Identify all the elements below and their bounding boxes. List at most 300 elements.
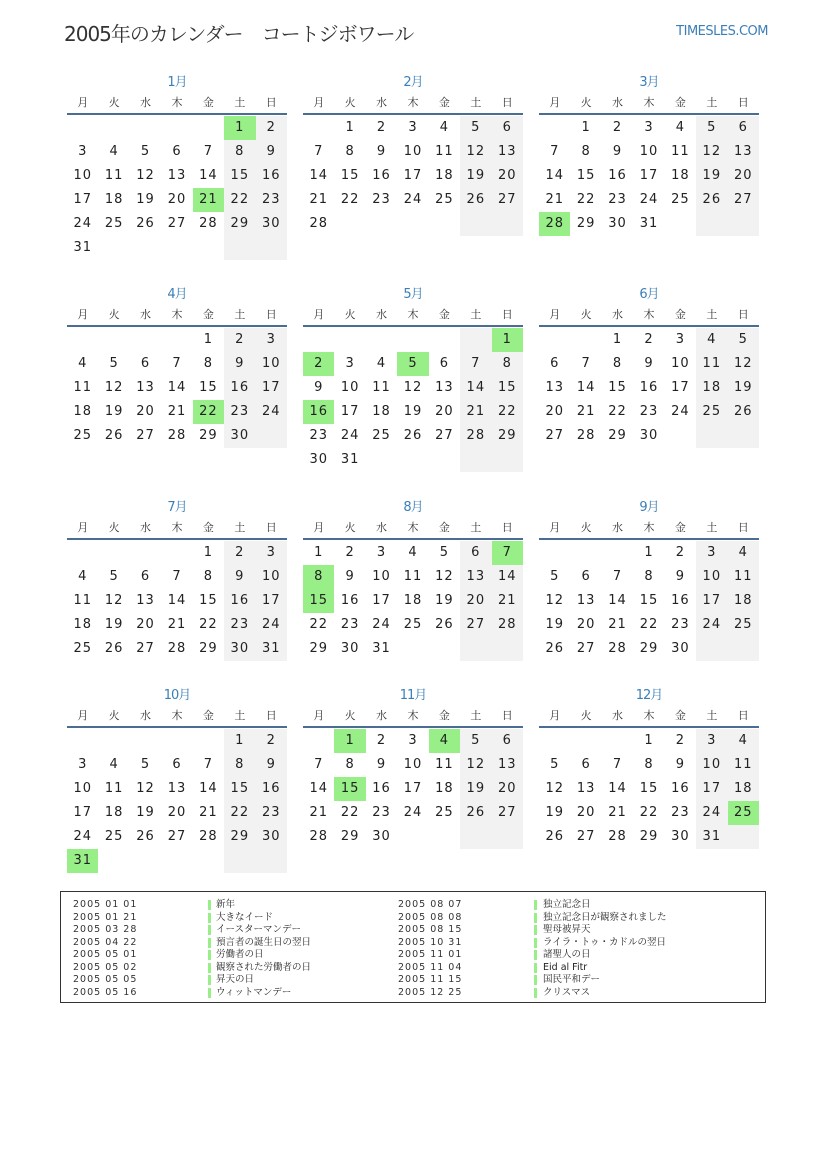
day-cell[interactable]: 31 [696, 825, 727, 849]
day-cell[interactable]: 28 [167, 428, 187, 443]
day-cell[interactable]: 24 [403, 192, 423, 207]
day-cell[interactable]: 6 [439, 356, 450, 371]
day-cell[interactable]: 7 [612, 569, 623, 584]
day-cell[interactable]: 4 [696, 328, 727, 352]
day-cell[interactable]: 2 [224, 328, 255, 352]
day-cell[interactable]: 3 [78, 144, 88, 159]
day-cell[interactable]: 24 [73, 216, 92, 231]
day-cell[interactable]: 7 [314, 144, 324, 159]
day-cell[interactable]: 9 [675, 569, 686, 584]
day-cell[interactable]: 11 [73, 593, 92, 608]
day-cell[interactable]: 8 [345, 757, 355, 772]
day-cell[interactable]: 24 [73, 829, 92, 844]
day-cell[interactable]: 29 [224, 825, 255, 849]
day-cell[interactable]: 10 [696, 753, 727, 777]
day-cell[interactable]: 13 [435, 380, 454, 395]
day-cell[interactable]: 29 [199, 641, 218, 656]
day-cell[interactable]: 5 [460, 729, 491, 753]
day-cell[interactable]: 13 [728, 140, 759, 164]
day-cell[interactable]: 26 [403, 428, 423, 443]
day-cell[interactable]: 23 [671, 617, 690, 632]
day-cell[interactable]: 20 [167, 192, 187, 207]
day-cell[interactable]: 8 [644, 569, 654, 584]
day-cell[interactable]: 16 [372, 781, 391, 796]
day-cell[interactable]: 19 [104, 404, 124, 419]
day-cell[interactable]: 14 [309, 781, 328, 796]
day-cell[interactable]: 16 [639, 380, 659, 395]
day-cell[interactable]: 15 [639, 781, 659, 796]
day-cell[interactable]: 12 [460, 753, 491, 777]
day-cell[interactable]: 8 [492, 352, 523, 376]
day-cell[interactable]: 12 [728, 352, 759, 376]
day-cell[interactable]: 26 [104, 641, 124, 656]
day-cell[interactable]: 2 [376, 120, 387, 135]
day-cell[interactable]: 6 [140, 356, 151, 371]
day-cell[interactable]: 28 [608, 641, 627, 656]
day-cell[interactable]: 23 [372, 192, 391, 207]
day-cell[interactable]: 11 [403, 569, 423, 584]
day-cell[interactable]: 24 [372, 617, 391, 632]
holiday-cell[interactable]: 1 [224, 116, 255, 140]
day-cell[interactable]: 29 [340, 829, 360, 844]
day-cell[interactable]: 29 [576, 216, 596, 231]
day-cell[interactable]: 11 [435, 144, 454, 159]
day-cell[interactable]: 17 [372, 593, 391, 608]
day-cell[interactable]: 4 [728, 729, 759, 753]
day-cell[interactable]: 17 [73, 192, 92, 207]
day-cell[interactable]: 14 [545, 168, 564, 183]
holiday-cell[interactable]: 25 [728, 801, 759, 825]
day-cell[interactable]: 26 [136, 216, 155, 231]
day-cell[interactable]: 21 [199, 805, 218, 820]
day-cell[interactable]: 21 [576, 404, 596, 419]
day-cell[interactable]: 23 [224, 613, 255, 637]
day-cell[interactable]: 4 [728, 541, 759, 565]
day-cell[interactable]: 28 [492, 613, 523, 637]
day-cell[interactable]: 5 [109, 356, 119, 371]
holiday-cell[interactable]: 31 [67, 849, 98, 873]
day-cell[interactable]: 6 [492, 116, 523, 140]
day-cell[interactable]: 30 [340, 641, 360, 656]
day-cell[interactable]: 12 [136, 168, 155, 183]
day-cell[interactable]: 14 [460, 376, 491, 400]
day-cell[interactable]: 23 [372, 805, 391, 820]
day-cell[interactable]: 1 [314, 545, 324, 560]
day-cell[interactable]: 17 [340, 404, 360, 419]
day-cell[interactable]: 3 [345, 356, 355, 371]
day-cell[interactable]: 21 [492, 589, 523, 613]
day-cell[interactable]: 13 [576, 781, 596, 796]
day-cell[interactable]: 29 [199, 428, 218, 443]
holiday-cell[interactable]: 2 [303, 352, 334, 376]
day-cell[interactable]: 15 [492, 376, 523, 400]
day-cell[interactable]: 15 [224, 164, 255, 188]
day-cell[interactable]: 6 [581, 757, 591, 772]
day-cell[interactable]: 17 [639, 168, 659, 183]
day-cell[interactable]: 3 [256, 328, 287, 352]
day-cell[interactable]: 29 [492, 424, 523, 448]
day-cell[interactable]: 17 [403, 781, 423, 796]
day-cell[interactable]: 30 [671, 641, 690, 656]
day-cell[interactable]: 1 [345, 120, 355, 135]
day-cell[interactable]: 22 [576, 192, 596, 207]
day-cell[interactable]: 22 [340, 805, 360, 820]
holiday-cell[interactable]: 15 [303, 589, 334, 613]
day-cell[interactable]: 15 [340, 168, 360, 183]
day-cell[interactable]: 9 [256, 753, 287, 777]
day-cell[interactable]: 2 [376, 733, 387, 748]
day-cell[interactable]: 26 [104, 428, 124, 443]
day-cell[interactable]: 13 [167, 781, 187, 796]
day-cell[interactable]: 27 [492, 801, 523, 825]
day-cell[interactable]: 4 [109, 144, 119, 159]
day-cell[interactable]: 2 [224, 541, 255, 565]
day-cell[interactable]: 3 [256, 541, 287, 565]
day-cell[interactable]: 15 [224, 777, 255, 801]
day-cell[interactable]: 10 [403, 144, 423, 159]
day-cell[interactable]: 1 [644, 733, 654, 748]
day-cell[interactable]: 13 [492, 140, 523, 164]
day-cell[interactable]: 4 [439, 120, 450, 135]
day-cell[interactable]: 10 [256, 565, 287, 589]
day-cell[interactable]: 4 [78, 356, 88, 371]
day-cell[interactable]: 9 [224, 352, 255, 376]
day-cell[interactable]: 17 [696, 777, 727, 801]
day-cell[interactable]: 27 [492, 188, 523, 212]
day-cell[interactable]: 9 [612, 144, 623, 159]
day-cell[interactable]: 21 [460, 400, 491, 424]
day-cell[interactable]: 18 [104, 192, 124, 207]
day-cell[interactable]: 6 [172, 144, 182, 159]
day-cell[interactable]: 4 [109, 757, 119, 772]
day-cell[interactable]: 16 [224, 589, 255, 613]
day-cell[interactable]: 7 [460, 352, 491, 376]
day-cell[interactable]: 13 [167, 168, 187, 183]
day-cell[interactable]: 28 [309, 829, 328, 844]
day-cell[interactable]: 2 [256, 729, 287, 753]
holiday-cell[interactable]: 5 [397, 352, 428, 376]
day-cell[interactable]: 5 [109, 569, 119, 584]
day-cell[interactable]: 30 [671, 829, 690, 844]
day-cell[interactable]: 27 [460, 613, 491, 637]
day-cell[interactable]: 26 [136, 829, 155, 844]
day-cell[interactable]: 11 [728, 753, 759, 777]
day-cell[interactable]: 25 [73, 641, 92, 656]
day-cell[interactable]: 14 [576, 380, 596, 395]
day-cell[interactable]: 2 [256, 116, 287, 140]
day-cell[interactable]: 20 [576, 617, 596, 632]
day-cell[interactable]: 19 [460, 164, 491, 188]
day-cell[interactable]: 22 [639, 805, 659, 820]
day-cell[interactable]: 22 [340, 192, 360, 207]
day-cell[interactable]: 28 [608, 829, 627, 844]
day-cell[interactable]: 11 [696, 352, 727, 376]
day-cell[interactable]: 15 [608, 380, 627, 395]
day-cell[interactable]: 6 [581, 569, 591, 584]
day-cell[interactable]: 15 [639, 593, 659, 608]
day-cell[interactable]: 7 [172, 569, 182, 584]
day-cell[interactable]: 12 [460, 140, 491, 164]
day-cell[interactable]: 21 [167, 404, 187, 419]
day-cell[interactable]: 5 [439, 545, 450, 560]
day-cell[interactable]: 18 [696, 376, 727, 400]
day-cell[interactable]: 20 [728, 164, 759, 188]
day-cell[interactable]: 26 [460, 188, 491, 212]
day-cell[interactable]: 29 [309, 641, 328, 656]
day-cell[interactable]: 17 [671, 380, 690, 395]
day-cell[interactable]: 26 [460, 801, 491, 825]
day-cell[interactable]: 22 [224, 188, 255, 212]
day-cell[interactable]: 21 [309, 192, 328, 207]
day-cell[interactable]: 16 [256, 164, 287, 188]
day-cell[interactable]: 18 [435, 168, 454, 183]
day-cell[interactable]: 30 [224, 424, 255, 448]
day-cell[interactable]: 3 [408, 733, 418, 748]
day-cell[interactable]: 21 [167, 617, 187, 632]
day-cell[interactable]: 20 [576, 805, 596, 820]
day-cell[interactable]: 18 [728, 589, 759, 613]
day-cell[interactable]: 29 [224, 212, 255, 236]
day-cell[interactable]: 27 [136, 641, 155, 656]
day-cell[interactable]: 10 [403, 757, 423, 772]
day-cell[interactable]: 13 [460, 565, 491, 589]
day-cell[interactable]: 27 [576, 641, 596, 656]
day-cell[interactable]: 20 [136, 617, 155, 632]
holiday-cell[interactable]: 8 [303, 565, 334, 589]
day-cell[interactable]: 20 [460, 589, 491, 613]
day-cell[interactable]: 8 [224, 140, 255, 164]
holiday-cell[interactable]: 21 [193, 188, 224, 212]
day-cell[interactable]: 24 [403, 805, 423, 820]
day-cell[interactable]: 7 [581, 356, 591, 371]
day-cell[interactable]: 3 [675, 332, 686, 347]
day-cell[interactable]: 23 [671, 805, 690, 820]
day-cell[interactable]: 18 [435, 781, 454, 796]
day-cell[interactable]: 5 [696, 116, 727, 140]
day-cell[interactable]: 30 [372, 829, 391, 844]
day-cell[interactable]: 17 [403, 168, 423, 183]
day-cell[interactable]: 23 [608, 192, 627, 207]
day-cell[interactable]: 17 [256, 589, 287, 613]
day-cell[interactable]: 10 [372, 569, 391, 584]
day-cell[interactable]: 14 [608, 593, 627, 608]
day-cell[interactable]: 25 [403, 617, 423, 632]
day-cell[interactable]: 19 [696, 164, 727, 188]
day-cell[interactable]: 24 [256, 400, 287, 424]
day-cell[interactable]: 2 [675, 545, 686, 560]
day-cell[interactable]: 19 [545, 805, 564, 820]
day-cell[interactable]: 25 [671, 192, 690, 207]
day-cell[interactable]: 25 [104, 216, 124, 231]
day-cell[interactable]: 12 [435, 569, 454, 584]
day-cell[interactable]: 23 [256, 188, 287, 212]
day-cell[interactable]: 8 [644, 757, 654, 772]
day-cell[interactable]: 16 [256, 777, 287, 801]
day-cell[interactable]: 10 [256, 352, 287, 376]
day-cell[interactable]: 9 [224, 565, 255, 589]
day-cell[interactable]: 8 [345, 144, 355, 159]
day-cell[interactable]: 7 [612, 757, 623, 772]
day-cell[interactable]: 6 [728, 116, 759, 140]
day-cell[interactable]: 22 [608, 404, 627, 419]
day-cell[interactable]: 19 [136, 805, 155, 820]
day-cell[interactable]: 10 [639, 144, 659, 159]
day-cell[interactable]: 19 [403, 404, 423, 419]
day-cell[interactable]: 5 [460, 116, 491, 140]
day-cell[interactable]: 3 [696, 729, 727, 753]
day-cell[interactable]: 13 [136, 380, 155, 395]
day-cell[interactable]: 25 [435, 805, 454, 820]
day-cell[interactable]: 28 [460, 424, 491, 448]
day-cell[interactable]: 27 [167, 829, 187, 844]
day-cell[interactable]: 14 [199, 781, 218, 796]
day-cell[interactable]: 1 [224, 729, 255, 753]
day-cell[interactable]: 27 [435, 428, 454, 443]
day-cell[interactable]: 30 [256, 212, 287, 236]
day-cell[interactable]: 14 [309, 168, 328, 183]
day-cell[interactable]: 20 [545, 404, 564, 419]
day-cell[interactable]: 30 [608, 216, 627, 231]
day-cell[interactable]: 23 [224, 400, 255, 424]
day-cell[interactable]: 21 [309, 805, 328, 820]
day-cell[interactable]: 11 [104, 168, 124, 183]
day-cell[interactable]: 8 [203, 569, 214, 584]
day-cell[interactable]: 1 [612, 332, 623, 347]
day-cell[interactable]: 8 [224, 753, 255, 777]
holiday-cell[interactable]: 4 [429, 729, 460, 753]
day-cell[interactable]: 8 [203, 356, 214, 371]
day-cell[interactable]: 13 [545, 380, 564, 395]
day-cell[interactable]: 27 [728, 188, 759, 212]
day-cell[interactable]: 10 [73, 781, 92, 796]
day-cell[interactable]: 12 [403, 380, 423, 395]
day-cell[interactable]: 30 [256, 825, 287, 849]
day-cell[interactable]: 1 [203, 545, 214, 560]
day-cell[interactable]: 28 [576, 428, 596, 443]
day-cell[interactable]: 7 [203, 144, 214, 159]
day-cell[interactable]: 2 [675, 733, 686, 748]
day-cell[interactable]: 29 [639, 641, 659, 656]
day-cell[interactable]: 20 [492, 777, 523, 801]
day-cell[interactable]: 29 [639, 829, 659, 844]
day-cell[interactable]: 7 [314, 757, 324, 772]
day-cell[interactable]: 1 [203, 332, 214, 347]
day-cell[interactable]: 21 [608, 617, 627, 632]
day-cell[interactable]: 3 [696, 541, 727, 565]
day-cell[interactable]: 28 [199, 216, 218, 231]
holiday-cell[interactable]: 1 [492, 328, 523, 352]
day-cell[interactable]: 12 [104, 380, 124, 395]
holiday-cell[interactable]: 28 [539, 212, 570, 236]
holiday-cell[interactable]: 1 [334, 729, 365, 753]
day-cell[interactable]: 16 [608, 168, 627, 183]
day-cell[interactable]: 31 [639, 216, 659, 231]
day-cell[interactable]: 9 [345, 569, 355, 584]
day-cell[interactable]: 14 [167, 593, 187, 608]
day-cell[interactable]: 4 [78, 569, 88, 584]
holiday-cell[interactable]: 7 [492, 541, 523, 565]
day-cell[interactable]: 23 [256, 801, 287, 825]
day-cell[interactable]: 3 [78, 757, 88, 772]
day-cell[interactable]: 21 [608, 805, 627, 820]
day-cell[interactable]: 16 [340, 593, 360, 608]
day-cell[interactable]: 20 [492, 164, 523, 188]
day-cell[interactable]: 11 [728, 565, 759, 589]
day-cell[interactable]: 19 [728, 376, 759, 400]
day-cell[interactable]: 28 [199, 829, 218, 844]
day-cell[interactable]: 21 [545, 192, 564, 207]
day-cell[interactable]: 9 [256, 140, 287, 164]
day-cell[interactable]: 17 [73, 805, 92, 820]
holiday-cell[interactable]: 22 [193, 400, 224, 424]
day-cell[interactable]: 24 [671, 404, 690, 419]
day-cell[interactable]: 18 [104, 805, 124, 820]
day-cell[interactable]: 23 [639, 404, 659, 419]
day-cell[interactable]: 5 [550, 757, 560, 772]
day-cell[interactable]: 31 [256, 637, 287, 661]
day-cell[interactable]: 18 [73, 617, 92, 632]
day-cell[interactable]: 12 [545, 593, 564, 608]
day-cell[interactable]: 12 [136, 781, 155, 796]
day-cell[interactable]: 23 [340, 617, 360, 632]
day-cell[interactable]: 27 [136, 428, 155, 443]
day-cell[interactable]: 10 [73, 168, 92, 183]
day-cell[interactable]: 24 [340, 428, 360, 443]
day-cell[interactable]: 25 [104, 829, 124, 844]
day-cell[interactable]: 30 [309, 452, 328, 467]
day-cell[interactable]: 5 [550, 569, 560, 584]
day-cell[interactable]: 25 [435, 192, 454, 207]
day-cell[interactable]: 20 [136, 404, 155, 419]
day-cell[interactable]: 17 [696, 589, 727, 613]
day-cell[interactable]: 7 [203, 757, 214, 772]
day-cell[interactable]: 13 [576, 593, 596, 608]
day-cell[interactable]: 14 [167, 380, 187, 395]
day-cell[interactable]: 2 [345, 545, 355, 560]
day-cell[interactable]: 12 [545, 781, 564, 796]
day-cell[interactable]: 16 [671, 781, 690, 796]
day-cell[interactable]: 6 [460, 541, 491, 565]
day-cell[interactable]: 29 [608, 428, 627, 443]
day-cell[interactable]: 28 [167, 641, 187, 656]
day-cell[interactable]: 9 [376, 144, 387, 159]
day-cell[interactable]: 6 [172, 757, 182, 772]
day-cell[interactable]: 13 [492, 753, 523, 777]
day-cell[interactable]: 14 [492, 565, 523, 589]
day-cell[interactable]: 19 [104, 617, 124, 632]
day-cell[interactable]: 26 [728, 400, 759, 424]
site-link[interactable]: TIMESLES.COM [676, 24, 768, 39]
day-cell[interactable]: 16 [372, 168, 391, 183]
day-cell[interactable]: 16 [671, 593, 690, 608]
day-cell[interactable]: 15 [576, 168, 596, 183]
day-cell[interactable]: 3 [376, 545, 387, 560]
day-cell[interactable]: 9 [675, 757, 686, 772]
day-cell[interactable]: 6 [492, 729, 523, 753]
day-cell[interactable]: 12 [104, 593, 124, 608]
day-cell[interactable]: 27 [167, 216, 187, 231]
day-cell[interactable]: 18 [372, 404, 391, 419]
day-cell[interactable]: 22 [199, 617, 218, 632]
day-cell[interactable]: 24 [256, 613, 287, 637]
day-cell[interactable]: 15 [199, 380, 218, 395]
day-cell[interactable]: 6 [140, 569, 151, 584]
day-cell[interactable]: 4 [408, 545, 418, 560]
day-cell[interactable]: 11 [104, 781, 124, 796]
day-cell[interactable]: 12 [696, 140, 727, 164]
day-cell[interactable]: 20 [435, 404, 454, 419]
day-cell[interactable]: 31 [73, 240, 92, 255]
